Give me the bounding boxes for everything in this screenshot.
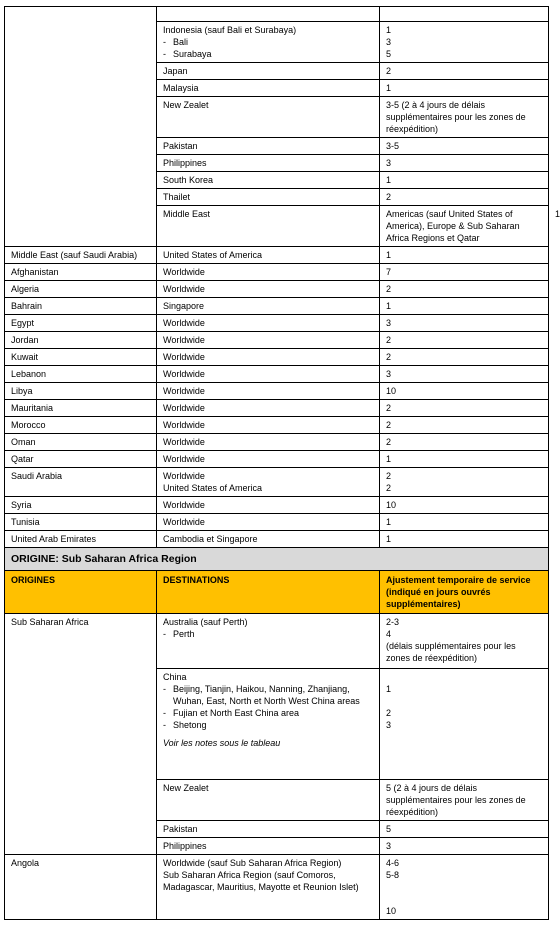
origin-cell-continued	[5, 7, 157, 247]
value-cell: 4-6 5-8 10	[380, 855, 549, 920]
origin-cell: Kuwait	[5, 349, 157, 366]
table-row	[5, 349, 549, 366]
service-adjustment-table	[4, 6, 560, 920]
table-row	[5, 298, 549, 315]
table-row: South Korea 1	[5, 172, 549, 189]
origin-cell: Algeria	[5, 281, 157, 298]
table-row: Middle East Americas (sauf United States of America), Europe & Sub Saharan Africa Regions et Qatar 1	[5, 206, 549, 247]
destination-cell: Worldwide	[157, 332, 380, 349]
destination-cell: Worldwide	[157, 264, 380, 281]
table-row	[5, 315, 549, 332]
value-cell: 1 2 3	[380, 669, 549, 780]
table-row	[5, 264, 549, 281]
table-row	[5, 514, 549, 531]
destination-cell: Cambodia et Singapore	[157, 531, 380, 548]
origin-cell: United Arab Emirates	[5, 531, 157, 548]
origin-cell: Lebanon	[5, 366, 157, 383]
destination-cell: China - Beijing, Tianjin, Haikou, Nanning, Zhanjiang, Wuhan, East, North et North West China areas - Fujian et North East China area - Shetong Voir les notes sous le tableau	[157, 669, 380, 780]
value-cell: 2	[380, 434, 549, 451]
origin-cell: Morocco	[5, 417, 157, 434]
section-row	[5, 548, 549, 571]
destination-cell: Worldwide	[157, 451, 380, 468]
table-row	[5, 531, 549, 548]
destination-cell: Worldwide	[157, 514, 380, 531]
destination-cell: Worldwide	[157, 497, 380, 514]
value-cell: 1	[380, 451, 549, 468]
origin-cell: Oman	[5, 434, 157, 451]
destination-cell: Americas (sauf United States of America), Europe & Sub Saharan Africa Regions et Qatar	[380, 206, 549, 247]
value-cell: 1	[380, 514, 549, 531]
value-cell: 2 2	[380, 468, 549, 497]
destination-cell: Worldwide	[157, 366, 380, 383]
destination-cell: Australia (sauf Perth) - Perth	[157, 614, 380, 669]
value-cell: 2	[380, 417, 549, 434]
destination-cell: Worldwide United States of America	[157, 468, 380, 497]
table-row	[5, 434, 549, 451]
origin-cell: Jordan	[5, 332, 157, 349]
destination-cell: Worldwide	[157, 417, 380, 434]
destination-cell: Worldwide	[157, 281, 380, 298]
value-cell: 7	[380, 264, 549, 281]
destination-cell: United States of America	[157, 247, 380, 264]
table-row	[5, 400, 549, 417]
value-cell: 3	[380, 315, 549, 332]
origin-cell: Angola	[5, 855, 157, 920]
table-row: Thailet 2	[5, 189, 549, 206]
table-row: New Zealet 3-5 (2 à 4 jours de délais supplémentaires pour les zones de réexpédition)	[5, 97, 549, 138]
destination-cell: Pakistan	[157, 821, 380, 838]
destination-cell: Worldwide (sauf Sub Saharan Africa Region) Sub Saharan Africa Region (sauf Comoros, Madagascar, Mauritius, Mayotte et Reunion Islet)	[157, 855, 380, 920]
value-cell: 1 3 5	[380, 22, 549, 63]
origin-cell: Bahrain	[5, 298, 157, 315]
header-origins: ORIGINES	[5, 571, 157, 614]
table-row	[5, 855, 549, 920]
value-cell: 2	[380, 349, 549, 366]
table-row: Pakistan 3-5	[5, 138, 549, 155]
destination-cell: Worldwide	[157, 400, 380, 417]
origin-cell: Middle East	[157, 206, 380, 247]
destination-cell: Worldwide	[157, 434, 380, 451]
header-adjustment: Ajustement temporaire de service (indiqué en jours ouvrés supplémentaires)	[380, 571, 549, 614]
table-row	[5, 497, 549, 514]
header-row	[5, 571, 549, 614]
origin-cell: Qatar	[5, 451, 157, 468]
table-row: Philippines 3	[5, 155, 549, 172]
value-cell: 3	[380, 366, 549, 383]
origin-cell: Syria	[5, 497, 157, 514]
destination-cell: Worldwide	[157, 349, 380, 366]
origin-cell: Middle East (sauf Saudi Arabia)	[5, 247, 157, 264]
origin-cell: Mauritania	[5, 400, 157, 417]
table-row	[5, 468, 549, 497]
table-row	[5, 247, 549, 264]
table-row: Japan 2	[5, 63, 549, 80]
value-cell: 10	[380, 383, 549, 400]
origin-cell: Libya	[5, 383, 157, 400]
origin-cell: Saudi Arabia	[5, 468, 157, 497]
value-cell: 2	[380, 332, 549, 349]
header-destinations: DESTINATIONS	[157, 571, 380, 614]
destination-cell: Indonesia (sauf Bali et Surabaya) - Bali - Surabaya	[157, 22, 380, 63]
section-title: ORIGINE: Sub Saharan Africa Region	[5, 548, 549, 571]
origin-cell: Afghanistan	[5, 264, 157, 281]
table-row	[5, 614, 549, 669]
origin-cell: Egypt	[5, 315, 157, 332]
value-cell: 5 (2 à 4 jours de délais supplémentaires pour les zones de réexpédition)	[380, 780, 549, 821]
value-cell: 1	[380, 247, 549, 264]
table-row	[5, 366, 549, 383]
table-row	[5, 332, 549, 349]
origin-cell: Sub Saharan Africa	[5, 614, 157, 855]
value-cell: 3	[380, 838, 549, 855]
table-row	[5, 281, 549, 298]
destination-cell: Worldwide	[157, 315, 380, 332]
destination-cell: Worldwide	[157, 383, 380, 400]
table-row: Malaysia 1	[5, 80, 549, 97]
destination-cell: New Zealet	[157, 780, 380, 821]
table-row	[5, 451, 549, 468]
value-cell: 1	[380, 298, 549, 315]
table-row	[5, 7, 549, 22]
table-row	[5, 383, 549, 400]
table-row	[5, 417, 549, 434]
value-cell: 2-3 4 (délais supplémentaires pour les zones de réexpédition)	[380, 614, 549, 669]
destination-cell: Philippines	[157, 838, 380, 855]
value-cell: 2	[380, 281, 549, 298]
origin-cell: Tunisia	[5, 514, 157, 531]
value-cell: 1	[380, 531, 549, 548]
value-cell: 2	[380, 400, 549, 417]
value-cell: 10	[380, 497, 549, 514]
destination-cell: Singapore	[157, 298, 380, 315]
value-cell: 5	[380, 821, 549, 838]
